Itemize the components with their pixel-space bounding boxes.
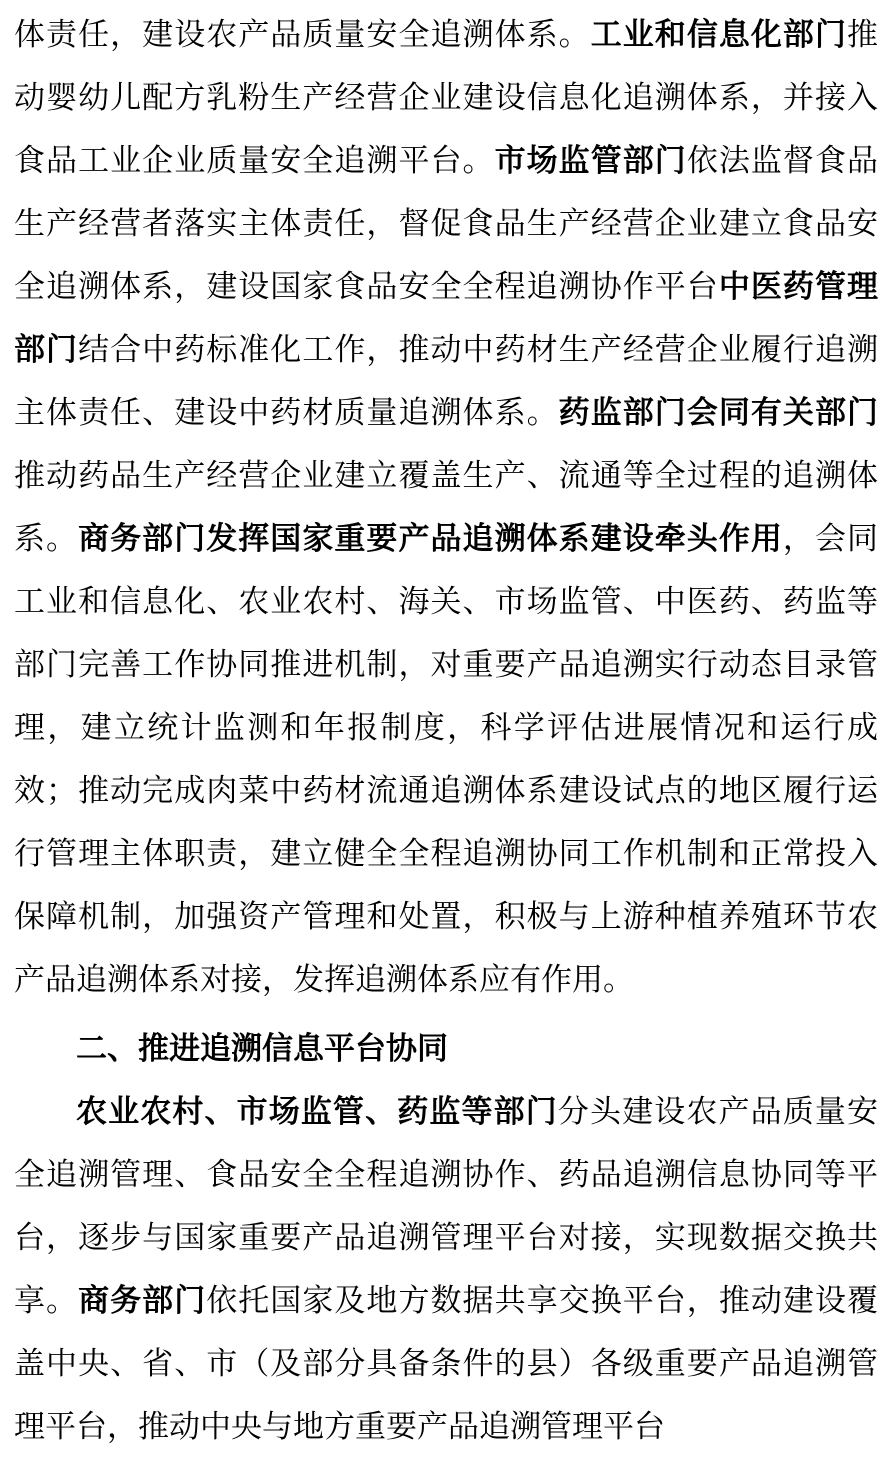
text-run-bold: 市场监管部门 bbox=[494, 143, 687, 179]
text-run-bold: 商务部门 bbox=[78, 1283, 207, 1319]
text-run-bold: 药监部门会同有关部门 bbox=[558, 395, 879, 431]
text-run: 依法监督食品生产经营者落实主体责任，督促食品生产经营企业建立食品安全追溯体系，建设国家食品安全全程追溯协作平台 bbox=[14, 143, 879, 305]
text-run-bold: 商务部门发挥国家重要产品追溯体系建设牵头作用 bbox=[78, 521, 783, 557]
text-run: ，会同工业和信息化、农业农村、海关、市场监管、中医药、药监等部门完善工作协同推进机制，对重要产品追溯实行动态目录管理，建立统计监测和年报制度，科学评估进展情况和运行成效；推动完成肉菜中药材流通追溯体系建设试点的地区履行运行管理主体职责，建立健全全程追溯协同工作机制和正常投入保障机制，加强资产管理和处置，积极与上游种植养殖环节农产品追溯体系对接，发挥追溯体系应有作用。 bbox=[14, 521, 878, 998]
text-run-bold: 农业农村、市场监管、药监等部门 bbox=[76, 1094, 558, 1130]
paragraph-body-1 bbox=[14, 4, 878, 1012]
text-run: 依托国家及地方数据共享交换平台，推动建设覆盖中央、省、市（及部分具备条件的县）各级重要产品追溯管理平台，推动中央与地方重要产品追溯管理平台 bbox=[14, 1283, 879, 1445]
text-run-bold: 中医药管理部门 bbox=[14, 269, 878, 368]
text-run: 推动婴幼儿配方乳粉生产经营企业建设信息化追溯体系，并接入食品工业企业质量安全追溯平台。 bbox=[14, 17, 879, 179]
section-heading: 二、推进追溯信息平台协同 bbox=[76, 1031, 448, 1067]
paragraph-body-2 bbox=[14, 1081, 878, 1459]
text-run-bold: 工业和信息化部门 bbox=[590, 17, 848, 53]
text-run: 体责任，建设农产品质量安全追溯体系。 bbox=[14, 17, 591, 53]
text-run: 分头建设农产品质量安全追溯管理、食品安全全程追溯协作、药品追溯信息协同等平台，逐步与国家重要产品追溯管理平台对接，实现数据交换共享。 bbox=[14, 1094, 878, 1319]
text-run: 推动药品生产经营企业建立覆盖生产、流通等全过程的追溯体系。 bbox=[14, 458, 878, 557]
text-run: 结合中药标准化工作，推动中药材生产经营企业履行追溯主体责任、建设中药材质量追溯体系。 bbox=[14, 332, 878, 431]
